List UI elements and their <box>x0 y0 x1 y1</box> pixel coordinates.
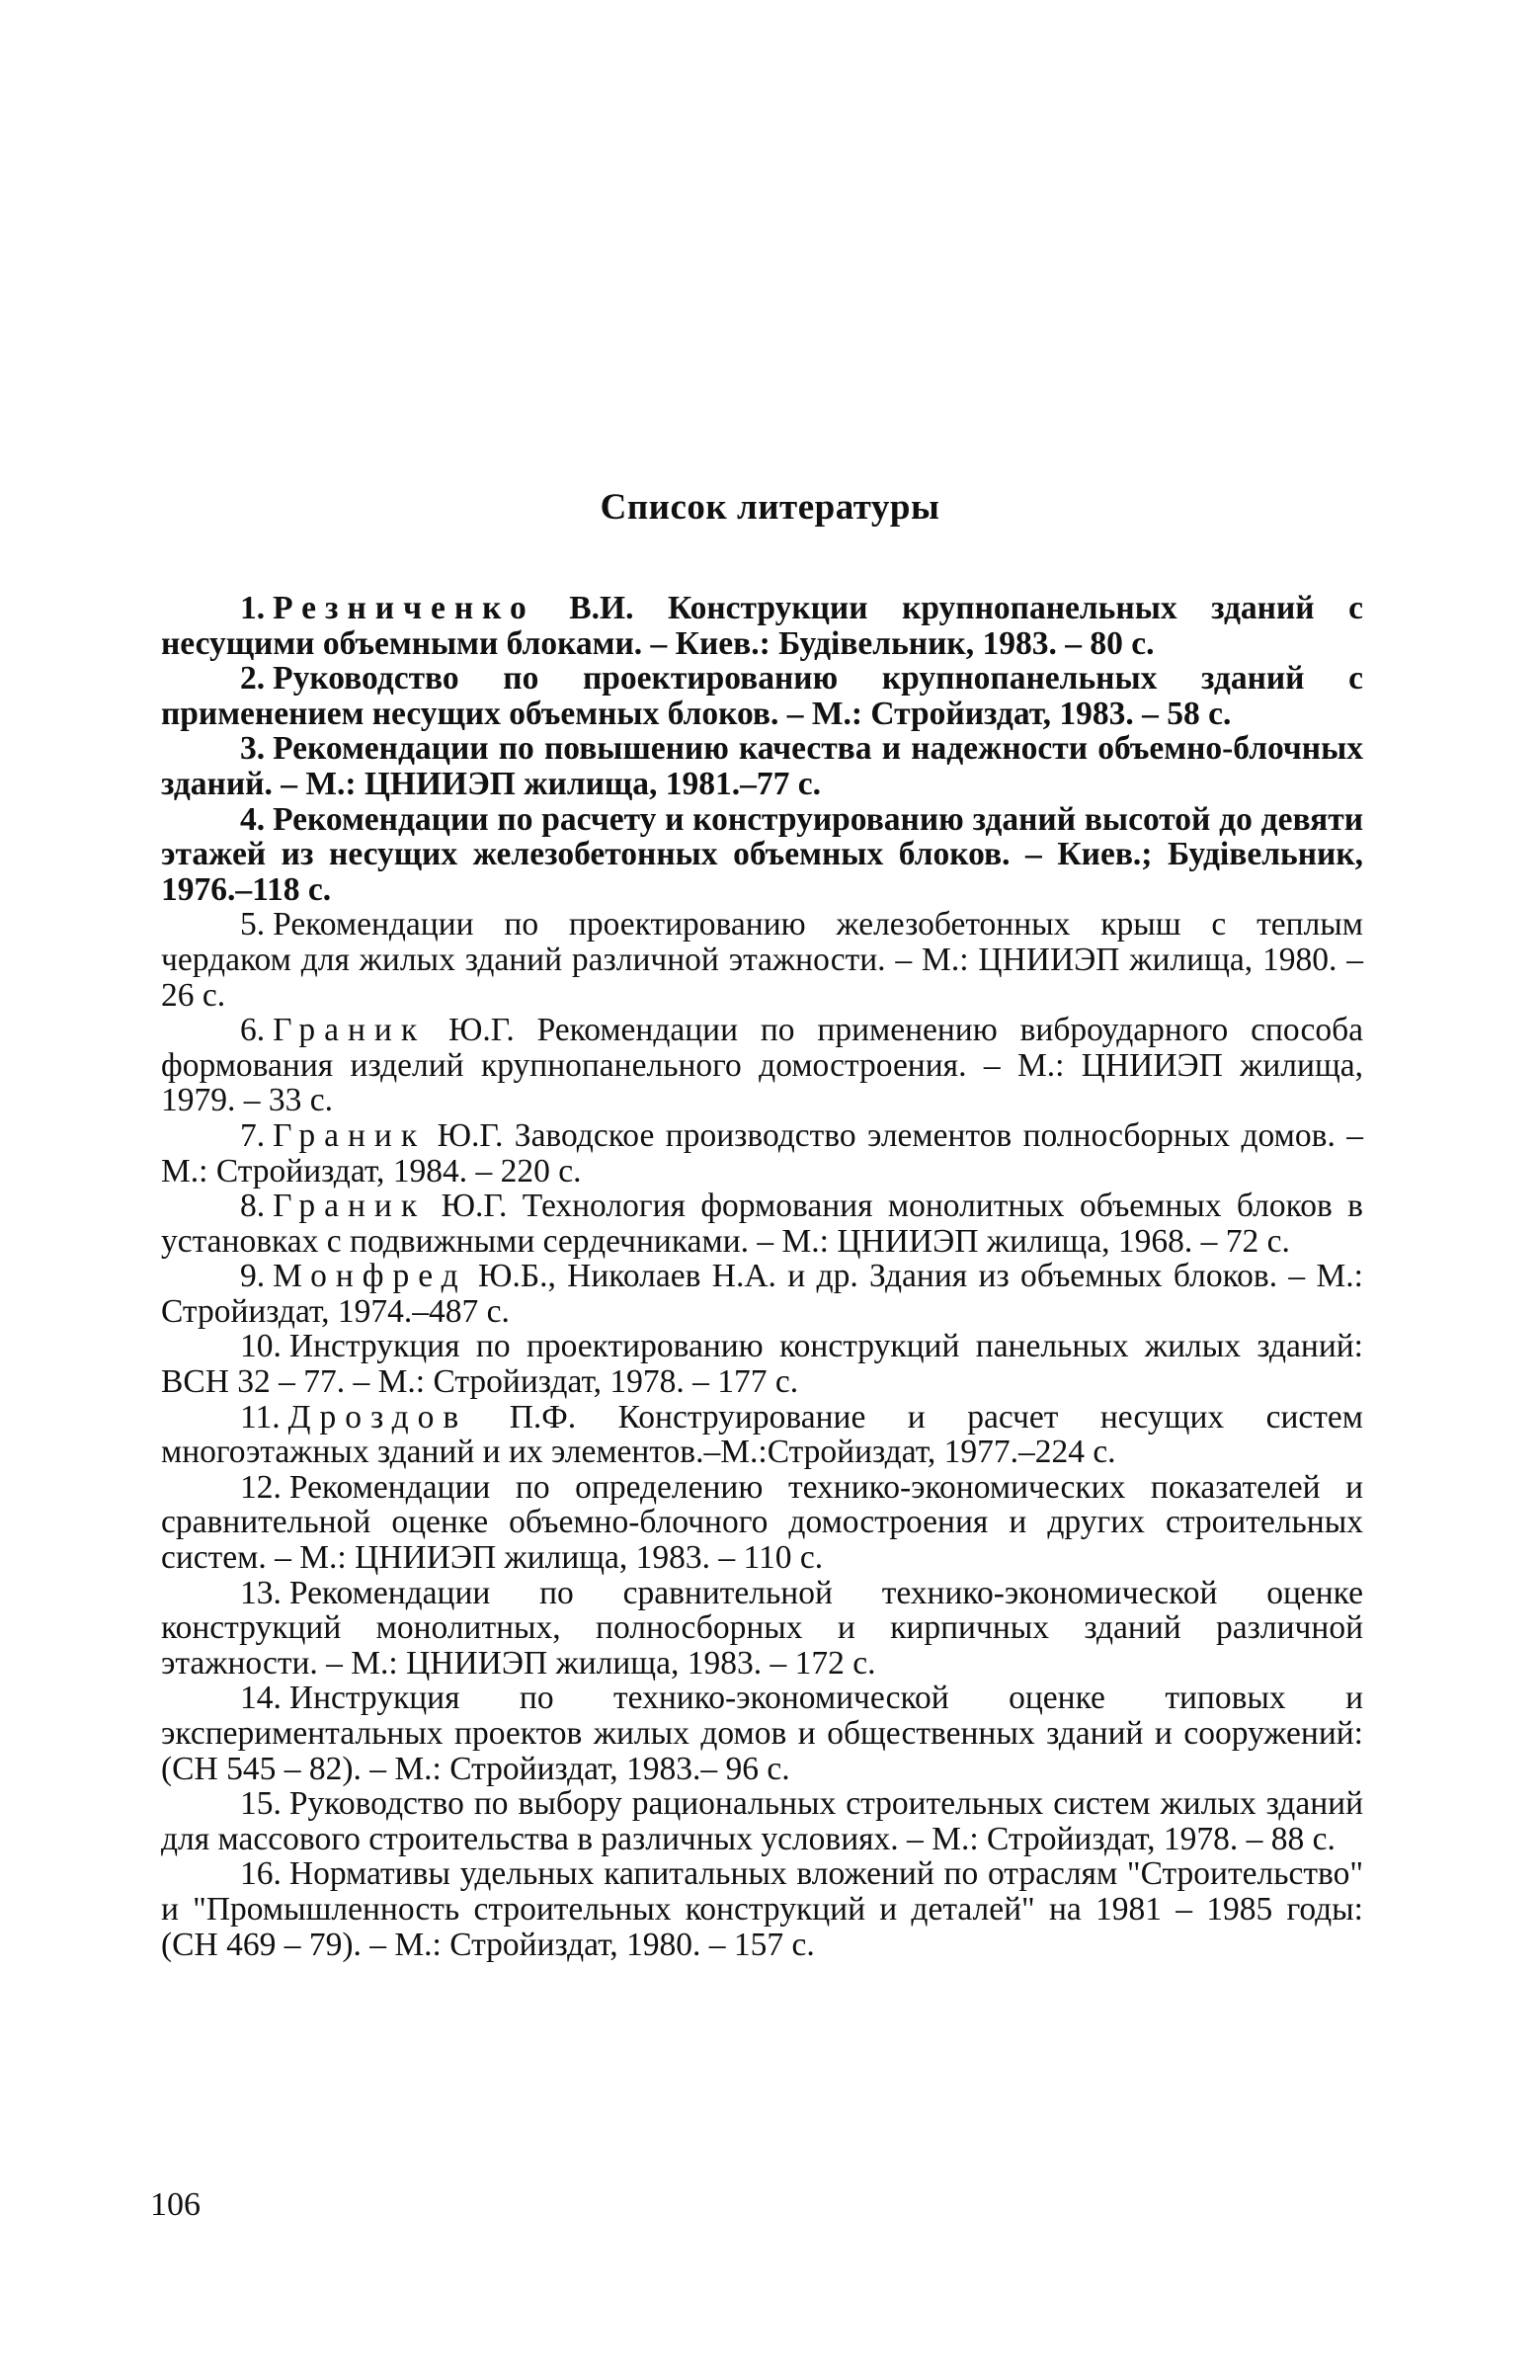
page-title: Список литературы <box>600 487 940 528</box>
reference-item <box>161 1013 1363 1118</box>
reference-text: Руководство по проектированию крупнопанельных зданий с применением несущих объемных блоков. – М.: Стройиздат, 1983. – 58 с. <box>161 660 1363 732</box>
reference-item <box>161 802 1363 908</box>
reference-number: 1. <box>240 590 266 626</box>
reference-number: 11. <box>240 1398 281 1436</box>
reference-item <box>161 1681 1363 1786</box>
reference-number: 2. <box>240 660 266 698</box>
reference-item <box>161 661 1363 731</box>
reference-text: Руководство по выбору рациональных строительных систем жилых зданий для массового строительства в различных условиях. – М.: Стройиздат, 1978. – 88 с. <box>161 1785 1363 1857</box>
reference-number: 13. <box>240 1574 282 1611</box>
reference-number: 6. <box>240 1012 266 1049</box>
reference-text: Инструкция по проектированию конструкций панельных жилых зданий: ВСН 32 – 77. – М.: Стройиздат, 1978. – 177 с. <box>161 1328 1363 1401</box>
page-number: 106 <box>150 2186 201 2223</box>
reference-item <box>161 1400 1363 1470</box>
reference-text: Рекомендации по сравнительной технико-экономической оценке конструкций монолитных, полносборных и кирпичных зданий различной этажности. – М.: ЦНИИЭП жилища, 1983. – 172 с. <box>161 1574 1363 1682</box>
reference-number: 16. <box>240 1855 282 1893</box>
reference-text: Рекомендации по расчету и конструированию зданий высотой до девяти этажей из несущих железобетонных объемных блоков. – Киев.; Будiвельник, 1976.–118 с. <box>161 800 1363 908</box>
reference-list <box>161 591 1363 1962</box>
reference-number: 3. <box>240 730 266 768</box>
reference-number: 12. <box>240 1468 282 1506</box>
reference-text: Ю.Г. Заводское производство элементов полносборных домов. – М.: Стройиздат, 1984. – 220 с. <box>161 1116 1363 1190</box>
reference-number: 15. <box>240 1785 282 1823</box>
reference-text: Рекомендации по повышению качества и надежности объемно-блочных зданий. – М.: ЦНИИЭП жилища, 1981.–77 с. <box>161 730 1363 802</box>
reference-item <box>161 1786 1363 1856</box>
reference-number: 14. <box>240 1680 282 1717</box>
reference-text: В.И. Конструкции крупнопанельных зданий с несущими объемными блоками. – Киев.: Будiвельник, 1983. – 80 с. <box>161 590 1363 662</box>
reference-text: П.Ф. Конструирование и расчет несущих систем многоэтажных зданий и их элементов.–М.:Стройиздат, 1977.–224 с. <box>161 1398 1363 1471</box>
reference-text: Рекомендации по проектированию железобетонных крыш с теплым чердаком для жилых зданий различной этажности. – М.: ЦНИИЭП жилища, 1980. – 26 с. <box>161 906 1363 1014</box>
reference-number: 9. <box>240 1258 266 1295</box>
reference-item <box>161 1118 1363 1189</box>
reference-text: Нормативы удельных капитальных вложений по отраслям "Строительство" и "Промышленность строительных конструкций и деталей" на 1981 – 1985 годы: (СН 469 – 79). – М.: Стройиздат, 1980. – 157 с. <box>161 1855 1363 1963</box>
reference-author: Дроздов <box>287 1398 468 1436</box>
reference-author: Граник <box>273 1116 427 1154</box>
reference-author: Граник <box>273 1012 427 1049</box>
reference-number: 10. <box>240 1328 282 1365</box>
reference-item <box>161 1329 1363 1399</box>
reference-item <box>161 591 1363 661</box>
reference-item <box>161 1856 1363 1962</box>
reference-author: Резниченко <box>273 590 535 626</box>
reference-text: Рекомендации по определению технико-экономических показателей и сравнительной оценке объемно-блочного домостроения и других строительных систем. – М.: ЦНИИЭП жилища, 1983. – 110 с. <box>161 1468 1363 1577</box>
reference-item <box>161 907 1363 1013</box>
reference-item <box>161 731 1363 801</box>
reference-number: 8. <box>240 1188 266 1225</box>
reference-author: Граник <box>273 1188 427 1225</box>
reference-number: 7. <box>240 1116 266 1154</box>
reference-text: Ю.Б., Николаев Н.А. и др. Здания из объемных блоков. – М.: Стройиздат, 1974.–487 с. <box>161 1258 1363 1330</box>
reference-text: Ю.Г. Рекомендации по применению виброударного способа формования изделий крупнопанельного домостроения. – М.: ЦНИИЭП жилища, 1979. – 33 с. <box>161 1012 1363 1119</box>
reference-text: Ю.Г. Технология формования монолитных объемных блоков в установках с подвижными сердечниками. – М.: ЦНИИЭП жилища, 1968. – 72 с. <box>161 1188 1363 1260</box>
reference-author: Монфред <box>273 1258 467 1295</box>
reference-text: Инструкция по технико-экономической оценке типовых и экспериментальных проектов жилых домов и общественных зданий и сооружений: (СН 545 – 82). – М.: Стройиздат, 1983.– 96 с. <box>161 1680 1363 1787</box>
reference-item <box>161 1189 1363 1259</box>
reference-item <box>161 1576 1363 1682</box>
reference-number: 4. <box>240 800 266 838</box>
reference-item <box>161 1259 1363 1329</box>
reference-item <box>161 1470 1363 1576</box>
reference-number: 5. <box>240 906 266 944</box>
